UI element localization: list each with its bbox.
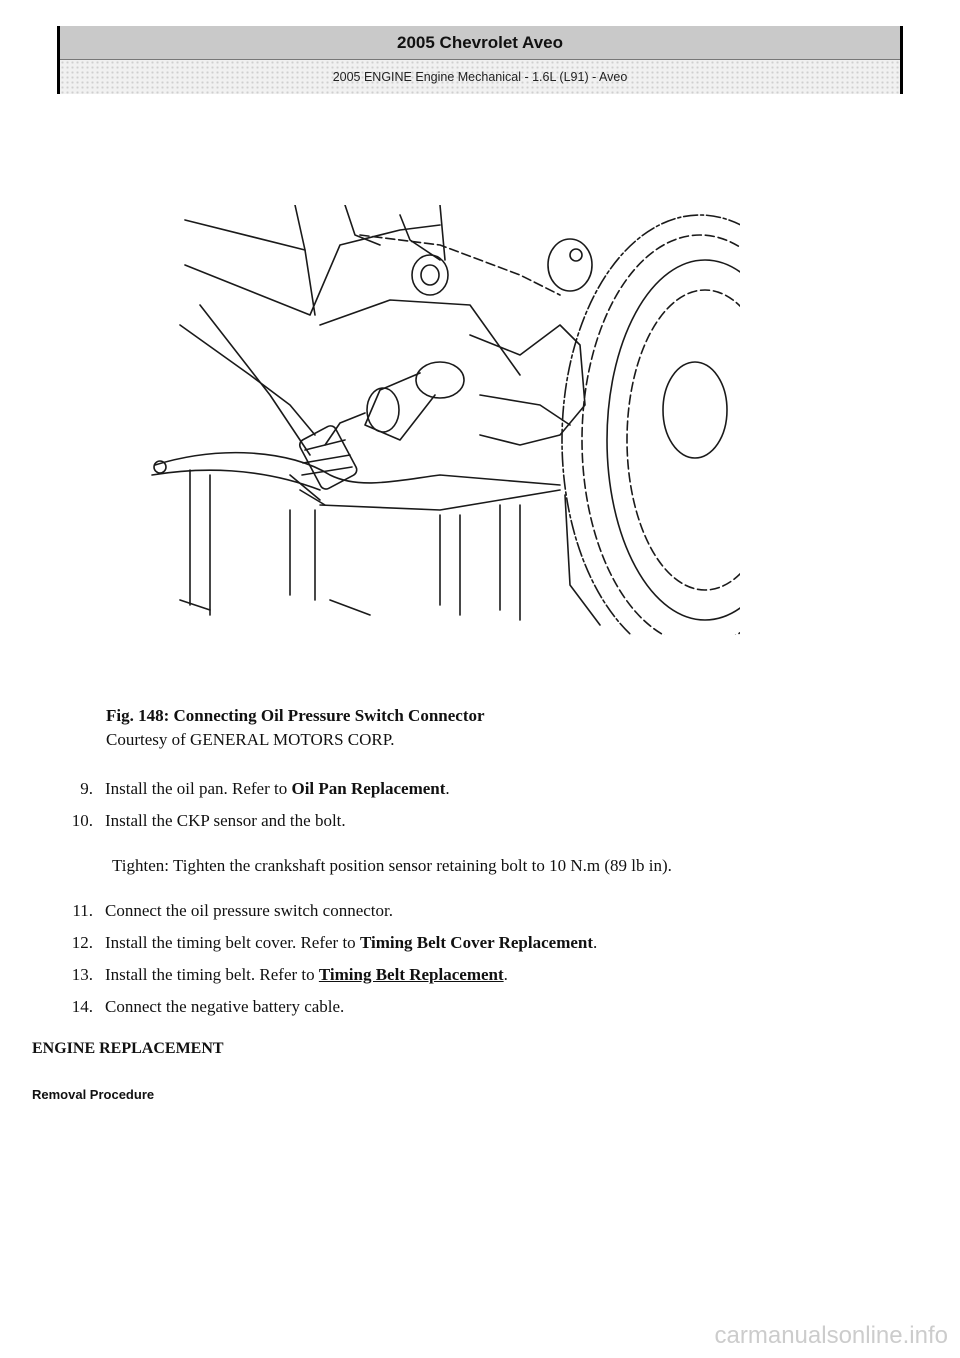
step-number: 10.: [71, 811, 93, 830]
step-number: 14.: [71, 997, 93, 1016]
figure-oil-pressure-switch: [140, 205, 740, 635]
section-title: ENGINE REPLACEMENT: [32, 1040, 224, 1057]
step-text: Install the timing belt cover. Refer to Timing Belt Cover Replacement.: [105, 933, 598, 952]
torque-note: Tighten: Tighten the crankshaft position sensor retaining bolt to 10 N.m (89 lb in).: [112, 856, 672, 875]
step-9: [55, 773, 915, 805]
step-14: [55, 991, 915, 1023]
step-10: [55, 805, 915, 837]
step-number: 9.: [80, 779, 93, 798]
header-title: 2005 Chevrolet Aveo: [60, 26, 900, 60]
step-text: Connect the negative battery cable.: [105, 997, 345, 1016]
figure-caption: [106, 704, 485, 752]
step-13: [55, 959, 915, 991]
step-12: [55, 927, 915, 959]
figure-caption-title: Fig. 148: Connecting Oil Pressure Switch Connector: [106, 706, 485, 725]
step-text: Install the oil pan. Refer to Oil Pan Replacement.: [105, 779, 450, 798]
step-number: 11.: [72, 901, 93, 920]
section-subtitle: Removal Procedure: [32, 1087, 155, 1102]
step-text: Install the timing belt. Refer to Timing Belt Replacement.: [105, 965, 508, 984]
figure-caption-credit: Courtesy of GENERAL MOTORS CORP.: [106, 730, 395, 749]
step-number: 13.: [71, 965, 93, 984]
step-number: 12.: [71, 933, 93, 952]
timing-belt-replacement-link[interactable]: Timing Belt Replacement: [318, 965, 504, 984]
step-text: Connect the oil pressure switch connector.: [105, 901, 393, 920]
engine-line-drawing: [140, 205, 740, 635]
step-11: [55, 895, 915, 927]
step-text: Install the CKP sensor and the bolt.: [105, 811, 346, 830]
step-reference: Oil Pan Replacement: [291, 779, 446, 798]
header-subtitle: 2005 ENGINE Engine Mechanical - 1.6L (L91) - Aveo: [60, 60, 900, 94]
step-reference: Timing Belt Cover Replacement: [359, 933, 594, 952]
procedure-steps: [55, 773, 915, 1023]
page-header: [57, 26, 903, 94]
watermark: carmanualsonline.info: [714, 1322, 948, 1349]
